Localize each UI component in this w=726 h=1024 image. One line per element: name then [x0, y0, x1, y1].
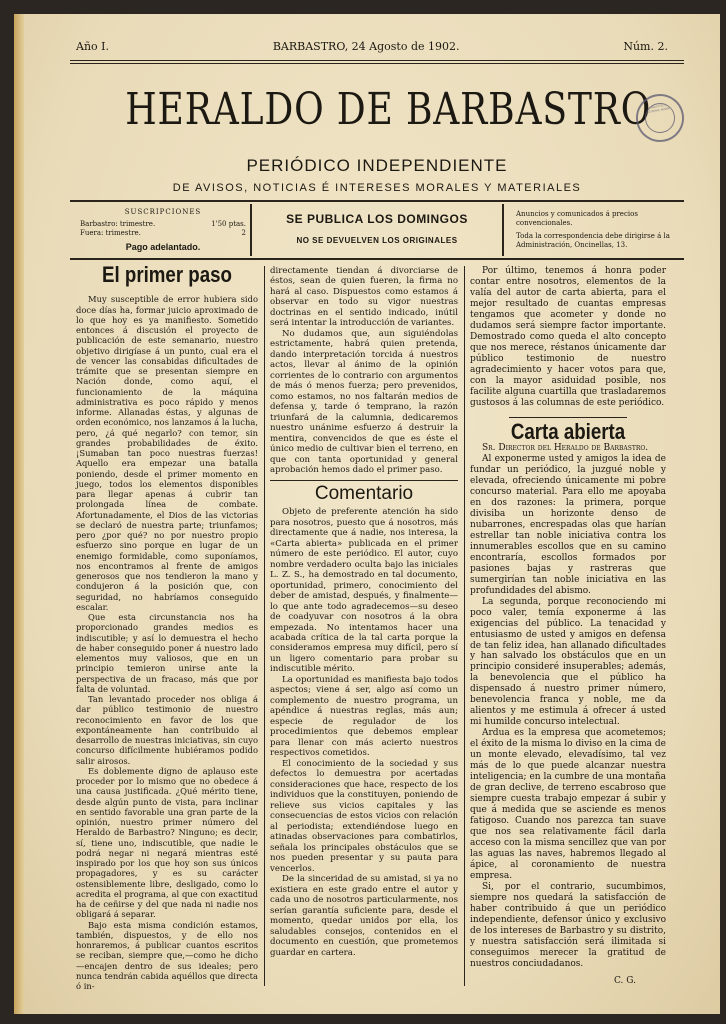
column-divider — [464, 266, 465, 986]
paragraph: La oportunidad es manifiesta bajo todos aspectos; viene á ser, algo así como un complemento de nuestro programa, un apéndice á nuestras reglas, más aun; especie de regulador de los procedimientos que debemos emplear para llenar con más acierto nuestros respectivos cometidos. — [270, 674, 458, 759]
issue-number: Núm. 2. — [623, 40, 668, 53]
subtitle: PERIÓDICO INDEPENDIENTE — [246, 156, 508, 175]
paragraph: directamente tiendan á divorciarse de éstos, sean de quien fueren, la firma no hará al caso. Dispuestos como estamos á observar en todo su vigor nuestras doctrinas en el sentido indicado, inútil será intentar la introducción de variantes. — [270, 266, 458, 329]
dateline — [76, 40, 668, 53]
article-heading: El primer paso — [102, 262, 232, 287]
article-divider — [509, 417, 627, 418]
paragraph: Es doblemente digno de aplauso este proceder por lo mismo que no obedece á una causa justificada. ¿Qué mérito tiene, desde algún punto de vista, para inclinar en sentido favorable una gran parte de la opinión, nuestro primer número del Heraldo de Barbastro? Ninguno; es decir, sí, tiene uno, indiscutible, que nadie le podrá negar ni negará mientras esté inspirado por los que hoy son sus únicos propagadores, y es su carácter ostensiblemente libre, desligado, como lo acredita el programa, al que con exactitud ha de ceñirse y del que nada ni nadie nos obligará á separar. — [76, 765, 258, 920]
notes-box — [504, 204, 684, 256]
paragraph: No dudamos que, aun siguiéndolas estrictamente, habrá quien pretenda, dando interpretación torcida á nuestros actos, llevar al ánimo de la opinión corrientes de lo contrario con argumentos de más ó menos fuerza; pero prevenidos, como estamos, no nos faltarán medios de defensa y, tarde ó temprano, la razón triunfará de la calumnia, dedicaremos nuestro unánime esfuerzo á destruir la mentira, convencidos de que es éste el único medio de cultivar bien el terreno, en que con tanta oportunidad y general aprobación hemos dado el primer paso. — [270, 328, 458, 476]
paragraph: El conocimiento de la sociedad y sus defectos lo demuestra por acertadas consideraciones que hace, respecto de los individuos que la constituyen, poniendo de relieve sus vicios capitales y las consecuencias de estos vicios con relación al periodista; extendiéndose luego en atinadas observaciones para combatirlos, señala los principales obstáculos que se nos pueden presentar y su pauta para vencerlos. — [270, 758, 458, 874]
column-3 — [470, 266, 666, 987]
paragraph: Muy susceptible de error hubiera sido doce días ha, formar juicio aproximado de lo que hoy es ya manifiesto. Sometido entonces á discusión el proyecto de publicación de este semanario, nuestro objetivo dirigíase á un punto, cual era el de vencer las consabidas dificultades de trámite que se presentan siempre en Nación donde, como aquí, el funcionamiento de la máquina administrativa es poco rápido y menos informe. Allanadas éstas, y algunas de orden económico, nos lanzamos á la lucha, pero, ¿á qué negarlo? con temor, sin grandes probabilidades de éxito. ¡Sumaban tan poco nuestras fuerzas! Aquello era empezar una batalla poniendo, desde el primer momento en juego, todos los elementos disponibles para llegar apenas á cubrir tan prolongada línea de combate. Afortunadamente, el Dios de las victorias se declaró de nuestra parte; triunfamos; pero ¿por qué? no por nuestro propio esfuerzo sino porque en lugar de un enemigo formidable, como suponíamos, nos encontramos al frente de amigos generosos que nos tendieron la mano y condujeron á la posición que, con seguridad, no habríamos conseguido escalar. — [76, 294, 258, 612]
paragraph: De la sinceridad de su amistad, si ya no existiera en este grado entre el autor y cada uno de nosotros particularmente, nos serían garantía suficiente para, desde el momento, quedar unidos por ella, los saludables consejos, contenidos en el documento en cuestión, que prometemos guardar en cartera. — [270, 874, 458, 958]
year-label: Año I. — [76, 40, 109, 53]
paragraph: Ardua es la empresa que acometemos; el éxito de la misma lo diviso en la cima de un monte elevado, elevadísimo, tal vez más de lo que puede alcanzar nuestra inteligencia; en la cumbre de una montaña de gran declive, de terreno escabroso que siempre cuesta trabajo empezar á subir y que á medida que se asciende es menos fatigoso. Cuando nos parezca tan suave que nos sea relativamente fácil darla acceso con la misma sencillez que van por las aguas las naves, habremos llegado al ápice, al coronamiento de nuestra empresa. — [470, 728, 666, 882]
price-row — [80, 220, 246, 229]
info-box — [70, 204, 684, 256]
salutation: Sr. Director del Heraldo de Barbastro. — [482, 442, 649, 453]
article-heading: Comentario — [270, 480, 458, 499]
signature: C. G. — [613, 976, 636, 987]
price-value: 1'50 ptas. — [211, 220, 246, 228]
price-label: Fuera: trimestre. — [80, 229, 141, 237]
paragraph: Objeto de preferente atención ha sido para nosotros, puesto que á nosotros, más directamente que á nadie, nos interesa, la «Carta abierta» publicada en el primer número de este periódico. El autor, cuyo nombre verdadero oculta bajo las iniciales L. Z. S., ha demostrado en tal documento, oportunidad, primero, conocimiento del deber de amistad, después, y finalmente—lo que ante todo agradecemos—su deseo de coadyuvar con nosotros á la obra empezada. No intentamos hacer una acabada crítica de la tal carta porque la consideramos empresa muy difícil, pero sí un ligero comentario para probar su indiscutible mérito. — [270, 507, 458, 675]
masthead-title: HERALDO DE BARBASTRO — [125, 84, 652, 135]
stamp-ring: BIBLIOTECA NACIONAL MADRID — [643, 101, 678, 136]
page-edge — [14, 14, 24, 1014]
newspaper-page — [14, 14, 720, 1014]
paragraph: Si, por el contrario, sucumbimos, siempre nos quedará la satisfacción de haber contribuido á que un periódico independiente, defensor único y exclusivo de los intereses de Barbastro y su distrito, y nuestra satisfacción será ilimitada si conseguimos merecer la gratitud de nuestros conciudadanos. — [470, 882, 666, 970]
publication-box — [252, 204, 504, 256]
correspondence-note: Toda la correspondencia debe dirigirse á la Administración, Oncinellas, 13. — [516, 232, 670, 249]
no-return-originals: NO SE DEVUELVEN LOS ORIGINALES — [296, 236, 458, 245]
paragraph: Tan levantado proceder nos obliga á dar público testimonio de nuestro reconocimiento en favor de los que expontáneamente han contribuido al desarrollo de nuestras iniciativas, sin cuyo concurso difícilmente hubiéramos podido salir airosos. — [76, 694, 258, 766]
tagline: DE AVISOS, NOTICIAS É INTERESES MORALES Y MATERIALES — [172, 182, 582, 194]
column-divider — [264, 266, 265, 986]
header-rule-top-double — [70, 63, 684, 64]
article-heading: Carta abierta — [510, 418, 626, 444]
payment-note: Pago adelantado. — [125, 242, 201, 252]
infobox-rule-top — [70, 200, 684, 202]
paragraph: Bajo esta misma condición estamos, también, dispuestos, y de ello nos honraremos, á publicar cuantos escritos se reciban, siempre que,—como he dicho—encajen dentro de sus ideales; pero nunca tendrán cabida aquéllos que directa ó in- — [76, 919, 258, 991]
header-rule-top — [70, 60, 684, 61]
infobox-rule-bottom — [70, 258, 684, 260]
subscriptions-box — [70, 204, 252, 256]
place-date: BARBASTRO, 24 Agosto de 1902. — [272, 40, 460, 53]
publishes-sundays: SE PUBLICA LOS DOMINGOS — [286, 212, 468, 226]
price-row — [80, 229, 246, 238]
paragraph: Que esta circunstancia nos ha proporcionado grandes medios es indiscutible; y así lo demuestra el hecho de haber conseguido poner á nuestro lado elementos muy valiosos, que en un principio temieron unirse ante la perspectiva de un fracaso, más que por falta de voluntad. — [76, 612, 258, 694]
price-value: 2 — [241, 229, 246, 237]
paragraph: La segunda, porque reconociendo mi poco valer, temía exponerme á las exigencias del público. La tenacidad y entusiasmo de usted y amigos en defensa de tan feliz idea, han allanado dificultades y han salvado los obstáculos que en un principio consideré insuperables; además, la benevolencia que el público ha dispensado á nuestro primer número, benevolencia franca y noble, me da alientos y me estimula á ofrecer á usted mi humilde concurso intelectual. — [470, 596, 666, 728]
ads-note: Anuncios y comunicados á precios convencionales. — [516, 210, 638, 227]
paragraph: Al exponerme usted y amigos la idea de fundar un periódico, la juzgué noble y elevada, ofreciendo únicamente mi pobre concurso material. Para ello me apoyaba en dos razones: la primera, porque divisiba un horizonte denso de nubarrones, encrespadas olas que harían estrellar tan noble iniciativa contra los innumerables escollos que en su camino encontraría, escollos formados por pasiones bajas y rastreras que sumergirían tan noble iniciativa en las profundidades del abismo. — [470, 453, 666, 596]
column-1 — [76, 262, 258, 991]
column-2 — [270, 266, 458, 958]
subscriptions-title: SUSCRIPCIONES — [124, 208, 202, 216]
price-label: Barbastro: trimestre. — [80, 220, 156, 228]
paragraph: Por último, tenemos á honra poder contar entre nosotros, elementos de la valía del autor de carta abierta, para el mejor resultado de cuantas empresas tengamos que acometer y donde no dudamos será siempre factor importante. Demostrado como queda el alto concepto que nos merece, réstanos únicamente dar público testimonio de nuestro agradecimiento y hacer votos para que, con la mayor asiduidad posible, nos facilite alguna cuartilla que trasladaremos gustosos á las columnas de este periódico. — [470, 266, 666, 408]
